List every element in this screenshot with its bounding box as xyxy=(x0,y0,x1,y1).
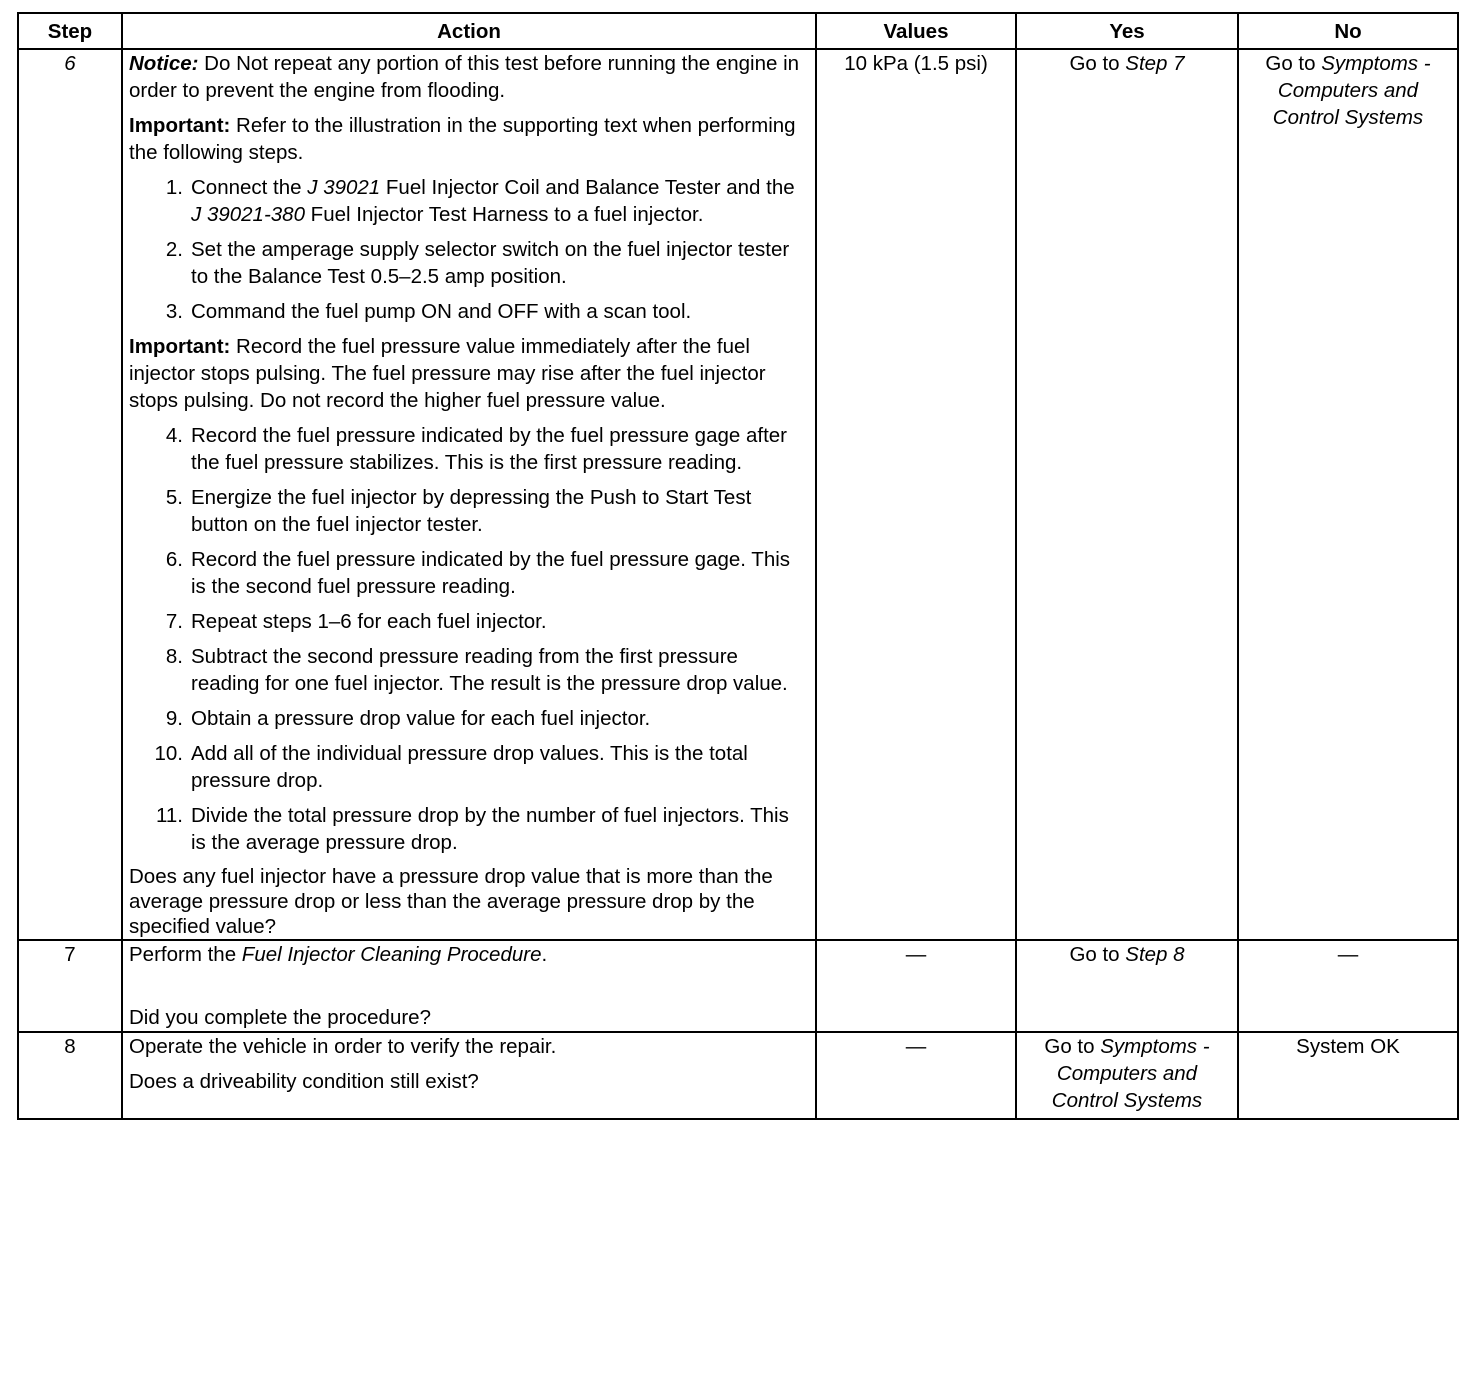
text-run: Connect the xyxy=(191,176,308,199)
list-item-number: 3. xyxy=(165,300,183,323)
list-item-text: Obtain a pressure drop value for each fuel injector. xyxy=(191,707,651,730)
list-item xyxy=(129,484,809,538)
goto-prefix: Go to xyxy=(1069,943,1126,966)
tool-name: J 39021-380 xyxy=(191,203,305,226)
no-cell: — xyxy=(1238,940,1458,1032)
no-cell xyxy=(1238,49,1458,940)
table-row-step-7 xyxy=(18,940,1458,1032)
header-row xyxy=(18,13,1458,49)
list-item-number: 5. xyxy=(165,486,183,509)
list-item xyxy=(129,802,809,856)
important-label: Important: xyxy=(129,114,231,137)
list-item xyxy=(129,422,809,476)
text-run: Perform the xyxy=(129,943,242,966)
list-item-number: 11. xyxy=(156,804,183,827)
list-item-number: 6. xyxy=(165,548,183,571)
table-row-step-6 xyxy=(18,49,1458,940)
procedure-link[interactable]: Fuel Injector Cleaning Procedure xyxy=(241,943,542,966)
goto-prefix: Go to xyxy=(1265,52,1322,75)
list-item-text: Set the amperage supply selector switch on the fuel injector tester to the Balance Test 0.5–2.5 amp position. xyxy=(191,238,790,288)
question-text: Did you complete the procedure? xyxy=(129,1006,431,1029)
diagnostic-table xyxy=(17,12,1459,1120)
text-run: . xyxy=(541,943,548,966)
values-cell: — xyxy=(816,1032,1016,1119)
table-row-step-8 xyxy=(18,1032,1458,1119)
list-item-text: Repeat steps 1–6 for each fuel injector. xyxy=(191,610,547,633)
list-item xyxy=(129,546,809,600)
action-cell xyxy=(122,940,816,1032)
list-item xyxy=(129,608,809,635)
yes-cell xyxy=(1016,1032,1238,1119)
list-item-number: 9. xyxy=(165,707,183,730)
step-number: 8 xyxy=(18,1032,122,1119)
list-item xyxy=(129,740,809,794)
no-cell: System OK xyxy=(1238,1032,1458,1119)
list-item-text: Add all of the individual pressure drop values. This is the total pressure drop. xyxy=(191,742,748,792)
header-step: Step xyxy=(18,13,122,49)
goto-step-8-link[interactable]: Step 8 xyxy=(1125,943,1185,966)
important-paragraph-1 xyxy=(129,112,809,166)
values-cell: 10 kPa (1.5 psi) xyxy=(816,49,1016,940)
list-item-text: Record the fuel pressure indicated by the fuel pressure gage. This is the second fuel pressure reading. xyxy=(191,548,791,598)
list-item-number: 10. xyxy=(154,742,183,765)
action-cell xyxy=(122,1032,816,1119)
goto-prefix: Go to xyxy=(1044,1035,1101,1058)
important-text: Refer to the illustration in the supporting text when performing the following steps. xyxy=(129,114,796,164)
goto-symptoms-link[interactable]: Symptoms - Computers and Control Systems xyxy=(1051,1035,1210,1112)
list-item-text: Energize the fuel injector by depressing the Push to Start Test button on the fuel injector tester. xyxy=(191,486,752,536)
notice-paragraph xyxy=(129,50,809,104)
list-item-number: 2. xyxy=(165,238,183,261)
procedure-list-b xyxy=(129,422,809,856)
list-item-text: Command the fuel pump ON and OFF with a scan tool. xyxy=(191,300,692,323)
question-text: Does a driveability condition still exist? xyxy=(129,1070,479,1093)
tool-name: J 39021 xyxy=(307,176,381,199)
list-item-text: Record the fuel pressure indicated by the fuel pressure gage after the fuel pressure stabilizes. This is the first pressure reading. xyxy=(191,424,787,474)
list-item xyxy=(129,705,809,732)
list-item-number: 4. xyxy=(165,424,183,447)
header-no: No xyxy=(1238,13,1458,49)
list-item xyxy=(129,236,809,290)
yes-cell xyxy=(1016,940,1238,1032)
header-action: Action xyxy=(122,13,816,49)
list-item-number: 1. xyxy=(165,176,183,199)
list-item xyxy=(129,643,809,697)
header-yes: Yes xyxy=(1016,13,1238,49)
text-run: Fuel Injector Coil and Balance Tester and the xyxy=(380,176,795,199)
text-run: Fuel Injector Test Harness to a fuel injector. xyxy=(304,203,704,226)
header-values: Values xyxy=(816,13,1016,49)
notice-text: Do Not repeat any portion of this test before running the engine in order to prevent the engine from flooding. xyxy=(129,52,800,102)
list-item-text xyxy=(191,174,809,228)
important-paragraph-2 xyxy=(129,333,809,414)
goto-prefix: Go to xyxy=(1069,52,1126,75)
important-label: Important: xyxy=(129,335,231,358)
list-item xyxy=(129,174,809,228)
action-text xyxy=(129,941,809,968)
list-item xyxy=(129,298,809,325)
action-cell xyxy=(122,49,816,940)
goto-symptoms-link[interactable]: Symptoms - Computers and Control Systems xyxy=(1272,52,1431,129)
list-item-number: 7. xyxy=(165,610,183,633)
list-item-number: 8. xyxy=(165,645,183,668)
action-text: Operate the vehicle in order to verify the repair. xyxy=(129,1035,557,1058)
step-number: 7 xyxy=(18,940,122,1032)
values-cell: — xyxy=(816,940,1016,1032)
important-text: Record the fuel pressure value immediately after the fuel injector stops pulsing. The fuel pressure may rise after the fuel injector stops pulsing. Do not record the higher fuel pressure value. xyxy=(129,335,766,412)
notice-label: Notice: xyxy=(129,52,199,75)
list-item-text: Subtract the second pressure reading from the first pressure reading for one fuel injector. The result is the pressure drop value. xyxy=(191,645,788,695)
procedure-list-a xyxy=(129,174,809,325)
yes-cell xyxy=(1016,49,1238,940)
diagnostic-table-container xyxy=(17,12,1459,1120)
question-text: Does any fuel injector have a pressure drop value that is more than the average pressure drop or less than the average pressure drop by the specified value? xyxy=(129,865,773,938)
list-item-text: Divide the total pressure drop by the number of fuel injectors. This is the average pressure drop. xyxy=(191,804,789,854)
step-number: 6 xyxy=(18,49,122,940)
goto-step-7-link[interactable]: Step 7 xyxy=(1125,52,1185,75)
